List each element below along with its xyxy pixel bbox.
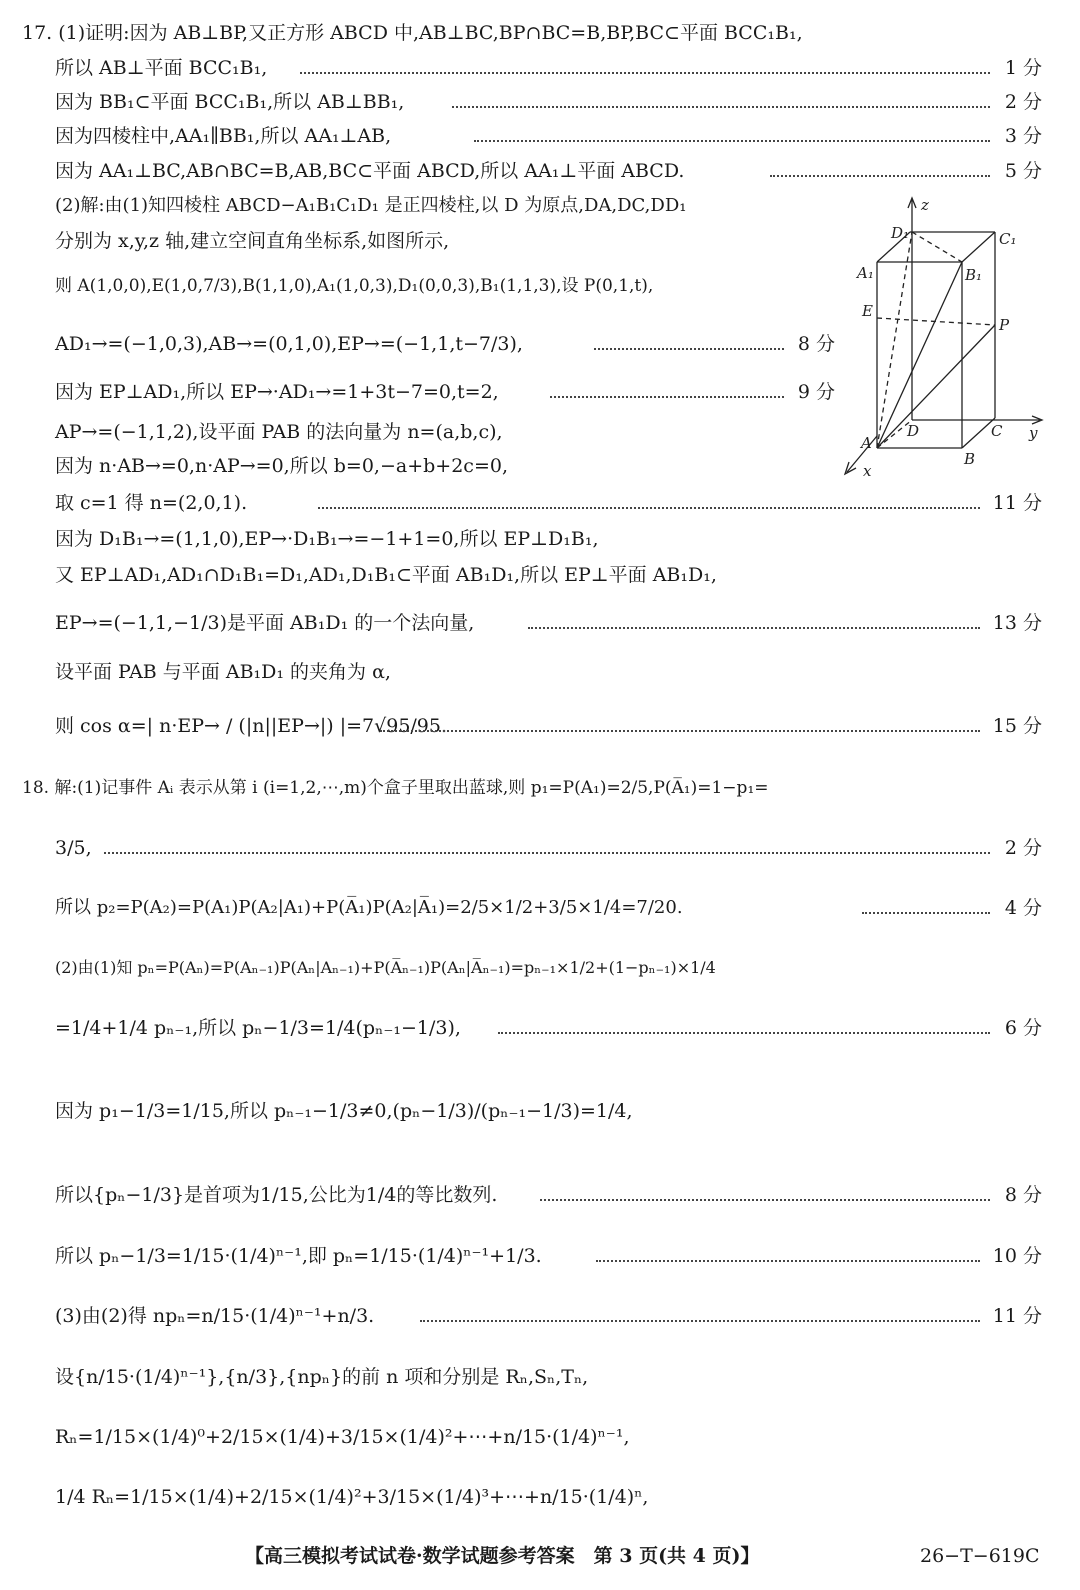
figure-label: C	[991, 422, 1003, 440]
figure-label: B₁	[965, 266, 983, 284]
p17-line-18: 则 cos α=| n·EP→ / (|n||EP→|) |=7√95/95.	[55, 715, 448, 737]
p18-line-9: (3)由(2)得 npₙ=n/15·(1/4)ⁿ⁻¹+n/3.	[55, 1305, 375, 1327]
leader-dots	[420, 1320, 980, 1322]
p17-line-2: 所以 AB⊥平面 BCC₁B₁,	[55, 57, 268, 79]
p17-line-5: 因为 AA₁⊥BC,AB∩BC=B,AB,BC⊂平面 ABCD,所以 AA₁⊥平面 ABCD.	[55, 160, 685, 182]
p17-line-12: 因为 n·AB→=0,n·AP→=0,所以 b=0,−a+b+2c=0,	[55, 455, 508, 477]
p18-line-5: =1/4+1/4 pₙ₋₁,所以 pₙ−1/3=1/4(pₙ₋₁−1/3),	[55, 1017, 461, 1039]
p17-line-15: 又 EP⊥AD₁,AD₁∩D₁B₁=D₁,AD₁,D₁B₁⊂平面 AB₁D₁,所以 EP⊥平面 AB₁D₁,	[55, 564, 717, 586]
p17-line-10: 因为 EP⊥AD₁,所以 EP→·AD₁→=1+3t−7=0,t=2,	[55, 381, 499, 403]
score-mark: 2 分	[1004, 91, 1042, 113]
leader-dots	[528, 627, 980, 629]
leader-dots	[452, 106, 990, 108]
p18-line-2: 3/5,	[55, 837, 92, 859]
p17-line-3: 因为 BB₁⊂平面 BCC₁B₁,所以 AB⊥BB₁,	[55, 91, 405, 113]
figure-label: D	[907, 422, 920, 440]
figure-label: y	[1029, 424, 1038, 442]
score-mark: 11 分	[992, 1305, 1042, 1327]
footer-title: 【高三模拟考试试卷·数学试题参考答案 第 3 页(共 4 页)】	[245, 1545, 760, 1567]
p18-line-10: 设{n/15·(1/4)ⁿ⁻¹},{n/3},{npₙ}的前 n 项和分别是 Rₙ,Sₙ,Tₙ,	[55, 1366, 589, 1388]
leader-dots	[318, 507, 980, 509]
score-mark: 6 分	[1004, 1017, 1042, 1039]
leader-dots	[550, 396, 784, 398]
figure-label: D₁	[891, 224, 910, 242]
figure-label: E	[862, 302, 873, 320]
score-mark: 1 分	[1004, 57, 1042, 79]
p17-line-4: 因为四棱柱中,AA₁∥BB₁,所以 AA₁⊥AB,	[55, 125, 392, 147]
score-mark: 8 分	[797, 333, 835, 355]
p18-line-6: 因为 p₁−1/3=1/15,所以 pₙ₋₁−1/3≠0,(pₙ−1/3)/(pₙ₋₁−1/3)=1/4,	[55, 1100, 633, 1122]
figure-label: x	[863, 462, 872, 480]
score-mark: 9 分	[797, 381, 835, 403]
leader-dots	[862, 912, 990, 914]
p18-line-7: 所以{pₙ−1/3}是首项为1/15,公比为1/4的等比数列.	[55, 1184, 498, 1206]
figure-label: A₁	[857, 264, 874, 282]
figure-label: B	[964, 450, 976, 468]
footer-code: 26−T−619C	[920, 1545, 1040, 1567]
score-mark: 11 分	[992, 492, 1042, 514]
score-mark: 13 分	[992, 612, 1042, 634]
leader-dots	[498, 1032, 990, 1034]
score-mark: 15 分	[992, 715, 1042, 737]
figure-label: C₁	[999, 230, 1017, 248]
p17-line-9: AD₁→=(−1,0,3),AB→=(0,1,0),EP→=(−1,1,t−7/3),	[55, 333, 523, 355]
leader-dots	[104, 852, 990, 854]
leader-dots	[380, 730, 980, 732]
p18-line-4: (2)由(1)知 pₙ=P(Aₙ)=P(Aₙ₋₁)P(Aₙ|Aₙ₋₁)+P(A̅ₙ₋₁)P(Aₙ|A̅ₙ₋₁)=pₙ₋₁×1/2+(1−pₙ₋₁)×1/4	[55, 958, 716, 977]
leader-dots	[596, 1260, 980, 1262]
p17-line-17: 设平面 PAB 与平面 AB₁D₁ 的夹角为 α,	[55, 661, 391, 683]
score-mark: 2 分	[1004, 837, 1042, 859]
p17-line-11: AP→=(−1,1,2),设平面 PAB 的法向量为 n=(a,b,c),	[55, 421, 503, 443]
p18-line-8: 所以 pₙ−1/3=1/15·(1/4)ⁿ⁻¹,即 pₙ=1/15·(1/4)ⁿ⁻¹+1/3.	[55, 1245, 542, 1267]
p18-line-1: 18. 解:(1)记事件 Aᵢ 表示从第 i (i=1,2,⋯,m)个盒子里取出蓝球,则 p₁=P(A₁)=2/5,P(A̅₁)=1−p₁=	[22, 778, 769, 798]
p17-line-1: 17. (1)证明:因为 AB⊥BP,又正方形 ABCD 中,AB⊥BC,BP∩BC=B,BP,BC⊂平面 BCC₁B₁,	[22, 22, 803, 44]
leader-dots	[300, 72, 990, 74]
score-mark: 3 分	[1004, 125, 1042, 147]
leader-dots	[540, 1199, 990, 1201]
p17-line-13: 取 c=1 得 n=(2,0,1).	[55, 492, 248, 514]
figure-label: A	[861, 434, 872, 452]
p18-line-11: Rₙ=1/15×(1/4)⁰+2/15×(1/4)+3/15×(1/4)²+⋯+n/15·(1/4)ⁿ⁻¹,	[55, 1426, 630, 1448]
leader-dots	[770, 175, 990, 177]
p17-line-6: (2)解:由(1)知四棱柱 ABCD−A₁B₁C₁D₁ 是正四棱柱,以 D 为原点,DA,DC,DD₁	[55, 195, 687, 216]
leader-dots	[594, 348, 784, 350]
score-mark: 4 分	[1004, 897, 1042, 919]
figure-label: P	[999, 316, 1010, 334]
score-mark: 10 分	[992, 1245, 1042, 1267]
p17-line-8: 则 A(1,0,0),E(1,0,7/3),B(1,1,0),A₁(1,0,3),D₁(0,0,3),B₁(1,1,3),设 P(0,1,t),	[55, 276, 654, 296]
prism-figure	[835, 190, 1050, 480]
p17-line-14: 因为 D₁B₁→=(1,1,0),EP→·D₁B₁→=−1+1=0,所以 EP⊥D₁B₁,	[55, 528, 599, 550]
leader-dots	[474, 140, 990, 142]
figure-label: z	[921, 196, 929, 214]
score-mark: 8 分	[1004, 1184, 1042, 1206]
p17-line-16: EP→=(−1,1,−1/3)是平面 AB₁D₁ 的一个法向量,	[55, 612, 475, 634]
p18-line-12: 1/4 Rₙ=1/15×(1/4)+2/15×(1/4)²+3/15×(1/4)³+⋯+n/15·(1/4)ⁿ,	[55, 1486, 649, 1508]
p17-line-7: 分别为 x,y,z 轴,建立空间直角坐标系,如图所示,	[55, 230, 450, 252]
score-mark: 5 分	[1004, 160, 1042, 182]
p18-line-3: 所以 p₂=P(A₂)=P(A₁)P(A₂|A₁)+P(A̅₁)P(A₂|A̅₁)=2/5×1/2+3/5×1/4=7/20.	[55, 897, 683, 918]
